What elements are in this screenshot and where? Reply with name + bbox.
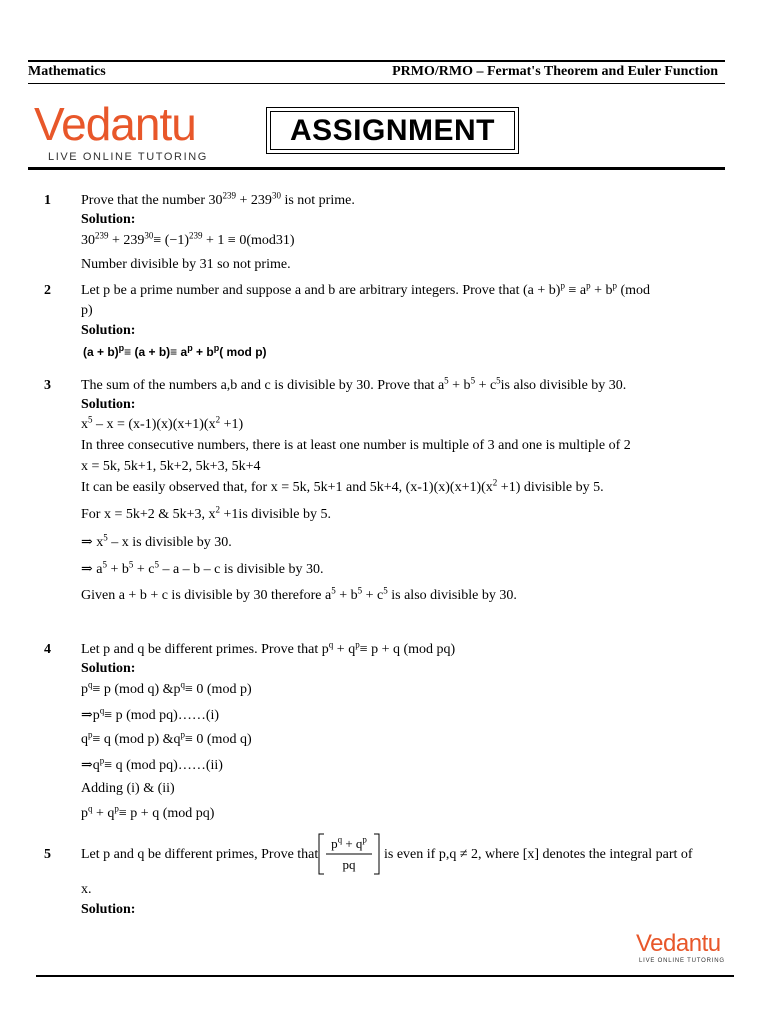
- q3-solution-line-2: In three consecutive numbers, there is at least one number is multiple of 3 and one is multiple of 2: [81, 438, 631, 453]
- question-number-1: 1: [44, 193, 51, 208]
- header-subject: Mathematics: [28, 64, 106, 79]
- footer-logo: [636, 930, 736, 970]
- q3-solution-line-7: ⇒ $a^5 + b^5 + c^5 - a - b - c$ is divisible by 30.: [81, 559, 324, 577]
- q4-solution-line-4: $\Rightarrow q^p\equiv q$ (mod pq)……(ii): [81, 755, 223, 773]
- solution-label-3: Solution:: [81, 397, 136, 412]
- q4-solution-line-3: $q^p\equiv q$ (mod p) $\&q^p\equiv 0$ (mod q): [81, 729, 252, 747]
- q4-solution-line-5: Adding (i) & (ii): [81, 781, 175, 796]
- header-top-rule: [28, 60, 725, 62]
- question-2-text-cont: p): [81, 303, 93, 318]
- q1-solution-line-1: $30^{239} + 239^{30}\equiv (-1)^{239} + 1 \equiv 0(mod31)$: [81, 230, 295, 248]
- question-number-3: 3: [44, 378, 51, 393]
- solution-label-4: Solution:: [81, 661, 136, 676]
- header-bottom-rule: [28, 83, 725, 84]
- logo-wordmark: Vedantu: [34, 98, 196, 150]
- footer-logo-wordmark: Vedantu: [636, 930, 721, 957]
- q3-solution-line-4: It can be easily observed that, for x = 5k, 5k+1 and 5k+4, $(x-1)(x)(x+1)(x^2 +1)$ divisible by 5.: [81, 477, 604, 495]
- question-3-text: The sum of the numbers a,b and c is divisible by 30. Prove that $a^5 + b^5 + c^5is$ also divisible by 30.: [81, 375, 627, 393]
- question-4-text: Let p and q be different primes. Prove that $p^q + q^p\equiv p + q$ (mod pq): [81, 639, 456, 657]
- question-number-5: 5: [44, 847, 51, 862]
- q3-solution-line-1: $x^5 - x = (x-1)(x)(x+1)(x^2 +1)$: [81, 414, 244, 432]
- footer-logo-tagline: LIVE ONLINE TUTORING: [639, 958, 725, 964]
- title-rule: [28, 167, 725, 170]
- q4-solution-line-2: $\Rightarrow p^q\equiv p$ (mod pq)……(i): [81, 705, 220, 723]
- question-number-4: 4: [44, 642, 51, 657]
- question-5-text-post: is even if p,q ≠ 2, where [x] denotes the integral part of: [384, 847, 693, 862]
- logo-tagline: LIVE ONLINE TUTORING: [48, 151, 208, 163]
- solution-label-1: Solution:: [81, 212, 136, 227]
- q4-solution-line-1: $p^q\equiv p$ (mod q) $\&p^q\equiv 0$ (mod p): [81, 679, 252, 697]
- solution-label-5: Solution:: [81, 902, 136, 917]
- assignment-title-box: [266, 107, 519, 154]
- vedantu-logo: [34, 98, 224, 168]
- q1-solution-line-2: Number divisible by 31 so not prime.: [81, 257, 291, 272]
- q3-solution-line-6: ⇒ $x^5$ – x is divisible by 30.: [81, 532, 232, 550]
- assignment-title: ASSIGNMENT: [270, 111, 515, 150]
- q4-solution-line-6: $p^q + q^p\equiv p + q$ (mod pq): [81, 803, 215, 821]
- fraction-denominator: pq: [342, 857, 356, 872]
- question-5-text-pre: Let p and q be different primes, Prove that: [81, 847, 319, 862]
- header-topic: PRMO/RMO – Fermat's Theorem and Euler Function: [392, 64, 718, 79]
- q3-solution-line-5: For x = 5k+2 & 5k+3, $x^2 +1is$ divisible by 5.: [81, 504, 331, 522]
- question-2-text: Let p be a prime number and suppose a and b are arbitrary integers. Prove that $(a + b)^p \equiv a^p + b^p$ (mod: [81, 280, 651, 298]
- question-number-2: 2: [44, 283, 51, 298]
- footer-rule: [36, 975, 734, 977]
- floor-fraction: [318, 833, 380, 875]
- q3-solution-line-8: Given a + b + c is divisible by 30 therefore $a^5 + b^5 + c^5$ is also divisible by 30.: [81, 585, 517, 603]
- question-1-text: Prove that the number $30^{239} + 239^{30}$ is not prime.: [81, 190, 355, 208]
- fraction-numerator: $p^q + q^p$: [331, 834, 367, 851]
- q3-solution-line-3: x = 5k, 5k+1, 5k+2, 5k+3, 5k+4: [81, 459, 261, 474]
- q2-solution-line-1: $(a + b)^p\equiv (a + b)\equiv a^p + b^p$( mod p): [83, 343, 267, 359]
- question-5-text-cont: x.: [81, 882, 92, 897]
- solution-label-2: Solution:: [81, 323, 136, 338]
